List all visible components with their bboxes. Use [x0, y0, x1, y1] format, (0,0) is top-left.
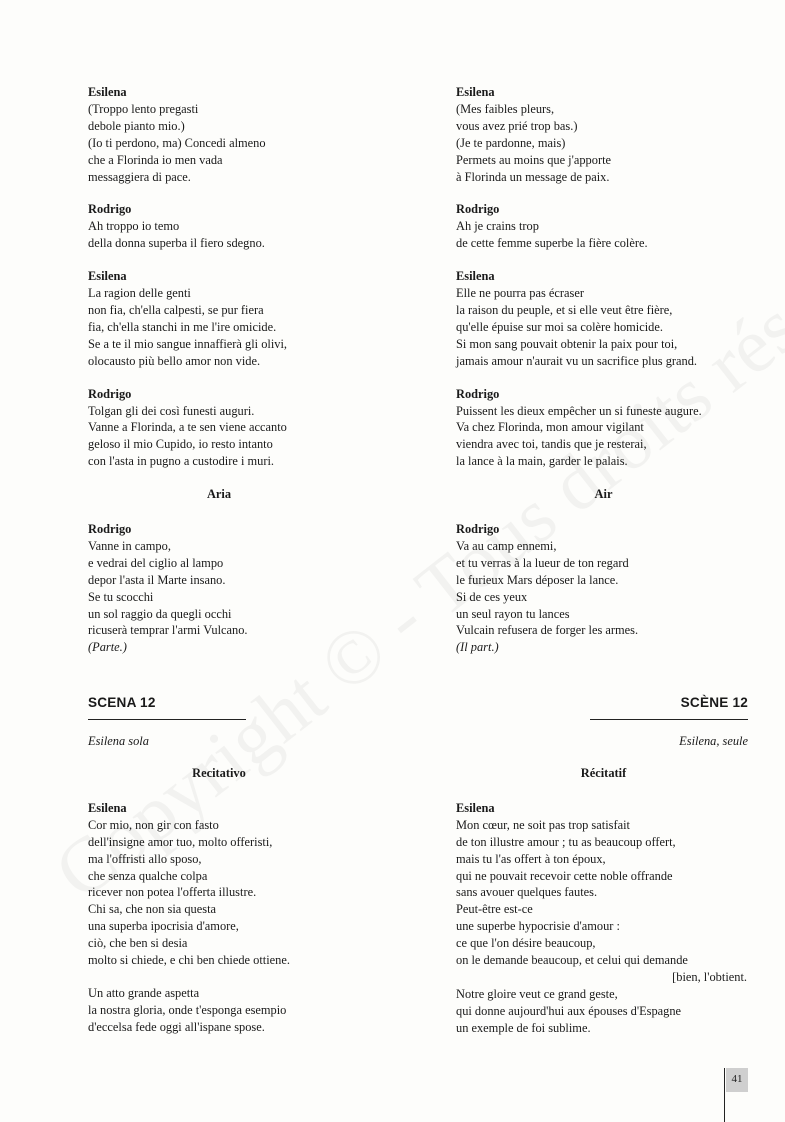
speaker-name: Esilena — [456, 800, 495, 815]
verse-line: ma l'offristi allo sposo, — [88, 851, 202, 866]
scene-heading-italian: SCENA 12 — [88, 695, 156, 710]
verse-line: che a Florinda io men vada — [88, 152, 223, 167]
stage-direction: (Parte.) — [88, 640, 127, 655]
verse-line: sans avouer quelques fautes. — [456, 885, 598, 900]
verse-line: con l'asta in pugno a custodire i muri. — [88, 454, 274, 469]
verse-line: molto si chiede, e chi ben chiede ottiene. — [88, 953, 290, 968]
verse-line: (Mes faibles pleurs, — [456, 101, 555, 116]
verse-line: Elle ne pourra pas écraser — [456, 286, 584, 301]
verse-line: de cette femme superbe la fière colère. — [456, 236, 648, 251]
verse-line: depor l'asta il Marte insano. — [88, 572, 226, 587]
verse-line: qui donne aujourd'hui aux épouses d'Espagne — [456, 1003, 682, 1018]
heading-rule — [88, 719, 246, 720]
verse-line: la raison du peuple, et si elle veut être fière, — [456, 302, 673, 317]
verse-line: (Io ti perdono, ma) Concedi almeno — [88, 135, 266, 150]
italian-column-scene12 — [88, 765, 350, 1052]
dialogue-block — [88, 386, 350, 471]
verse-line: un exemple de foi sublime. — [456, 1020, 591, 1035]
aria-heading: Air — [594, 487, 613, 502]
dialogue-block — [88, 800, 350, 1036]
verse-line: Se a te il mio sangue innaffierà gli olivi, — [88, 336, 288, 351]
dialogue-block — [456, 521, 751, 656]
verse-line: Puissent les dieux empêcher un si funeste augure. — [456, 403, 702, 418]
dialogue-block — [88, 201, 350, 252]
verse-line: Peut-être est-ce — [456, 902, 533, 917]
verse-line: e vedrai del ciglio al lampo — [88, 555, 224, 570]
verse-line: un sol raggio da quegli occhi — [88, 606, 232, 621]
dialogue-block — [88, 268, 350, 369]
verse-line: Va chez Florinda, mon amour vigilant — [456, 420, 644, 435]
recitative-heading: Recitativo — [192, 766, 246, 780]
stage-direction: (Il part.) — [456, 640, 499, 655]
speaker-name: Esilena — [88, 800, 127, 815]
verse-line: olocausto più bello amor non vide. — [88, 353, 261, 368]
verse-line: Permets au moins que j'apporte — [456, 152, 612, 167]
verse-line: della donna superba il fiero sdegno. — [88, 236, 265, 251]
dialogue-block — [88, 521, 350, 656]
speaker-name: Rodrigo — [456, 386, 500, 401]
verse-line: et tu verras à la lueur de ton regard — [456, 555, 629, 570]
verse-line: geloso il mio Cupido, io resto intanto — [88, 437, 273, 452]
verse-line: non fia, ch'ella calpesti, se pur fiera — [88, 302, 264, 317]
verse-line: la nostra gloria, onde t'esponga esempio — [88, 1002, 287, 1017]
aria-heading: Aria — [206, 487, 232, 502]
speaker-name: Esilena — [88, 269, 127, 284]
verse-line: on le demande beaucoup, et celui qui demande — [456, 953, 688, 968]
verse-line: Vulcain refusera de forger les armes. — [456, 623, 639, 638]
dialogue-block — [88, 84, 350, 185]
dialogue-block — [456, 84, 751, 185]
speaker-name: Rodrigo — [88, 202, 132, 217]
recitative-heading: Récitatif — [580, 766, 627, 780]
french-column-scene12 — [456, 765, 751, 1053]
verse-line: Vanne a Florinda, a te sen viene accanto — [88, 420, 287, 435]
verse-line: qui ne pouvait recevoir cette noble offrande — [456, 868, 673, 883]
verse-line: Cor mio, non gir con fasto — [88, 817, 219, 832]
verse-line: (Je te pardonne, mais) — [456, 135, 566, 150]
dialogue-block — [456, 800, 751, 1037]
verse-line: Si de ces yeux — [456, 589, 528, 604]
verse-line: qu'elle épuise sur moi sa colère homicide. — [456, 319, 663, 334]
verse-line: Chi sa, che non sia questa — [88, 902, 217, 917]
scene-stage-direction-italian: Esilena sola — [88, 734, 149, 748]
page-number-rule — [724, 1068, 725, 1122]
verse-line: de ton illustre amour ; tu as beaucoup offert, — [456, 834, 676, 849]
verse-line: un seul rayon tu lances — [456, 606, 570, 621]
speaker-name: Esilena — [88, 85, 127, 99]
verse-line: Ah troppo io temo — [88, 219, 180, 234]
speaker-name: Rodrigo — [456, 202, 500, 217]
speaker-name: Esilena — [456, 85, 495, 99]
verse-line: Va au camp ennemi, — [456, 538, 557, 553]
verse-line: una superba ipocrisia d'amore, — [88, 919, 239, 934]
verse-line: Si mon sang pouvait obtenir la paix pour toi, — [456, 336, 678, 351]
verse-line: mais tu l'as offert à ton époux, — [456, 851, 606, 866]
verse-line: jamais amour n'aurait vu un sacrifice plus grand. — [456, 353, 698, 368]
french-column — [456, 84, 751, 672]
verse-line: debole pianto mio.) — [88, 118, 185, 133]
verse-line: Vanne in campo, — [88, 538, 171, 553]
verse-line: Se tu scocchi — [88, 589, 154, 604]
verse-line: fia, ch'ella stanchi in me l'ire omicide. — [88, 319, 277, 334]
verse-line: (Troppo lento pregasti — [88, 101, 199, 116]
verse-line: La ragion delle genti — [88, 286, 191, 301]
verse-line: une superbe hypocrisie d'amour : — [456, 919, 620, 934]
scene-heading-french: SCÈNE 12 — [680, 695, 748, 710]
verse-line: ricuserà temprar l'armi Vulcano. — [88, 623, 248, 638]
verse-line: ce que l'on désire beaucoup, — [456, 936, 596, 951]
heading-rule — [590, 719, 748, 720]
stanza-gap — [88, 969, 350, 985]
verse-line: le furieux Mars déposer la lance. — [456, 572, 619, 587]
verse-line: messaggiera di pace. — [88, 169, 191, 184]
verse-line: vous avez prié trop bas.) — [456, 118, 578, 133]
verse-line: dell'insigne amor tuo, molto offeristi, — [88, 834, 273, 849]
speaker-name: Rodrigo — [456, 522, 500, 537]
page-number: 41 — [726, 1068, 748, 1092]
dialogue-block — [456, 268, 751, 369]
verse-line-continuation: [bien, l'obtient. — [672, 969, 747, 984]
verse-line: à Florinda un message de paix. — [456, 169, 610, 184]
speaker-name: Esilena — [456, 269, 495, 284]
verse-line: Ah je crains trop — [456, 219, 539, 234]
verse-line: la lance à la main, garder le palais. — [456, 454, 628, 469]
verse-line: Un atto grande aspetta — [88, 985, 200, 1000]
verse-line: d'eccelsa fede oggi all'ispane spose. — [88, 1019, 265, 1034]
italian-column — [88, 84, 350, 672]
dialogue-block — [456, 201, 751, 252]
verse-line: Tolgan gli dei così funesti auguri. — [88, 403, 255, 418]
speaker-name: Rodrigo — [88, 522, 132, 537]
verse-line: viendra avec toi, tandis que je resterai, — [456, 437, 647, 452]
verse-line: Mon cœur, ne soit pas trop satisfait — [456, 817, 630, 832]
speaker-name: Rodrigo — [88, 386, 132, 401]
dialogue-block — [456, 386, 751, 471]
verse-line: che senza qualche colpa — [88, 868, 208, 883]
scene-stage-direction-french: Esilena, seule — [679, 734, 748, 748]
verse-line: ciò, che ben si desia — [88, 936, 188, 951]
verse-line: Notre gloire veut ce grand geste, — [456, 986, 618, 1001]
verse-line: ricever non potea l'offerta illustre. — [88, 885, 257, 900]
